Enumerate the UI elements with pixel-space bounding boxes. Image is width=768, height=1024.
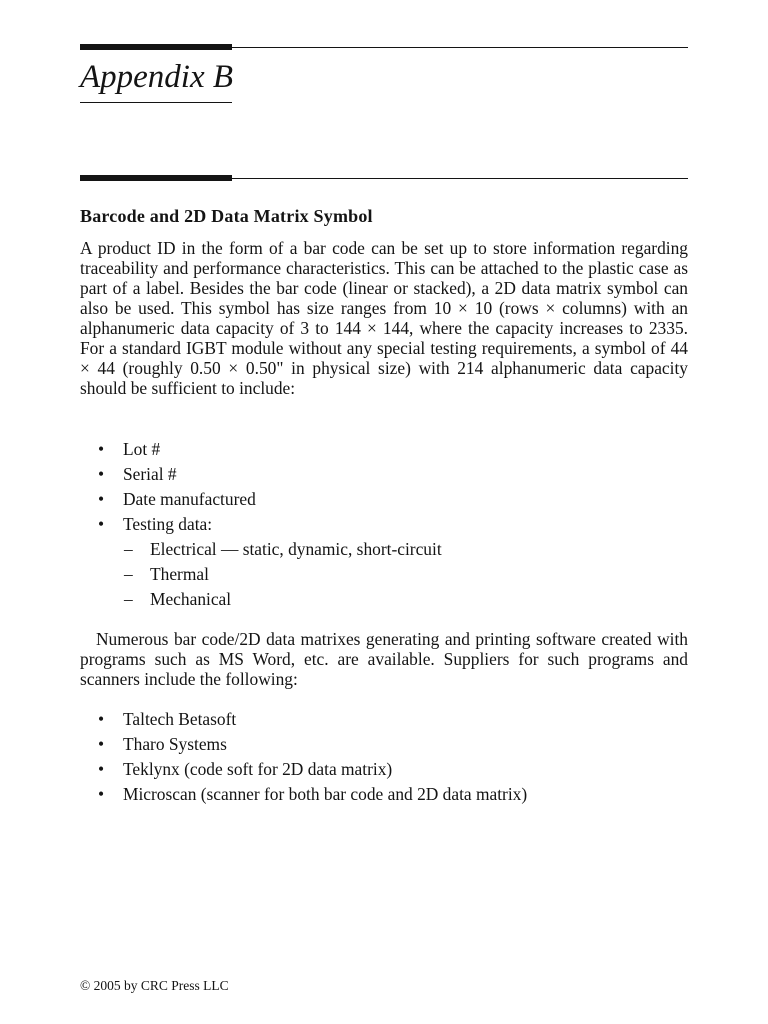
section-rule [80,178,688,179]
bullet-marker: • [98,709,105,729]
bullet-marker: • [98,514,105,534]
info-list [80,437,688,612]
list-item [80,437,688,462]
sub-list-item-text: Thermal [150,564,209,584]
header-rule-top-bar [80,44,232,50]
bullet-marker: • [98,464,105,484]
dash-marker: – [124,539,133,559]
list-item-text: Taltech Betasoft [123,709,237,729]
suppliers-paragraph: Numerous bar code/2D data matrixes generating and printing software created with programs such as MS Word, etc. are available. Suppliers for such programs and scanners include the following: [80,629,688,689]
list-item-text: Serial # [123,464,177,484]
title-underline [80,102,232,103]
list-item-text: Tharo Systems [123,734,227,754]
list-item [80,512,688,537]
bullet-marker: • [98,489,105,509]
list-item [80,462,688,487]
list-item [80,487,688,512]
section-rule-bar [80,175,232,181]
bullet-marker: • [98,439,105,459]
sub-list-item-text: Mechanical [150,589,232,609]
sub-list-item [80,537,688,562]
bullet-marker: • [98,784,105,804]
list-item [80,732,688,757]
dash-marker: – [124,564,133,584]
dash-marker: – [124,589,133,609]
list-item-text: Microscan (scanner for both bar code and 2D data matrix) [123,784,528,804]
list-item [80,782,688,807]
header-rule-top [80,47,688,48]
list-item-text: Teklynx (code soft for 2D data matrix) [123,759,393,779]
intro-paragraph: A product ID in the form of a bar code can be set up to store information regarding traceability and performance characteristics. This can be attached to the plastic case as part of a label. Besides the bar code (linear or stacked), a 2D data matrix symbol can also be used. This symbol has size ranges from 10 × 10 (rows × columns) with an alphanumeric data capacity of 3 to 144 × 144, where the capacity increases to 2335. For a standard IGBT module without any special testing requirements, a symbol of 44 × 44 (roughly 0.50 × 0.50" in physical size) with 214 alphanumeric data capacity should be sufficient to include: [80,238,688,398]
sub-list-item [80,562,688,587]
appendix-title: Appendix B [80,59,234,95]
list-item [80,757,688,782]
list-item-text: Date manufactured [123,489,256,509]
list-item-text: Testing data: [123,514,213,534]
list-item-text: Lot # [123,439,161,459]
bullet-marker: • [98,759,105,779]
list-item [80,707,688,732]
copyright-footer: © 2005 by CRC Press LLC [80,978,229,993]
suppliers-list [80,707,688,807]
bullet-marker: • [98,734,105,754]
sub-list-item-text: Electrical — static, dynamic, short-circuit [150,539,442,559]
section-heading: Barcode and 2D Data Matrix Symbol [80,206,373,226]
sub-list-item [80,587,688,612]
